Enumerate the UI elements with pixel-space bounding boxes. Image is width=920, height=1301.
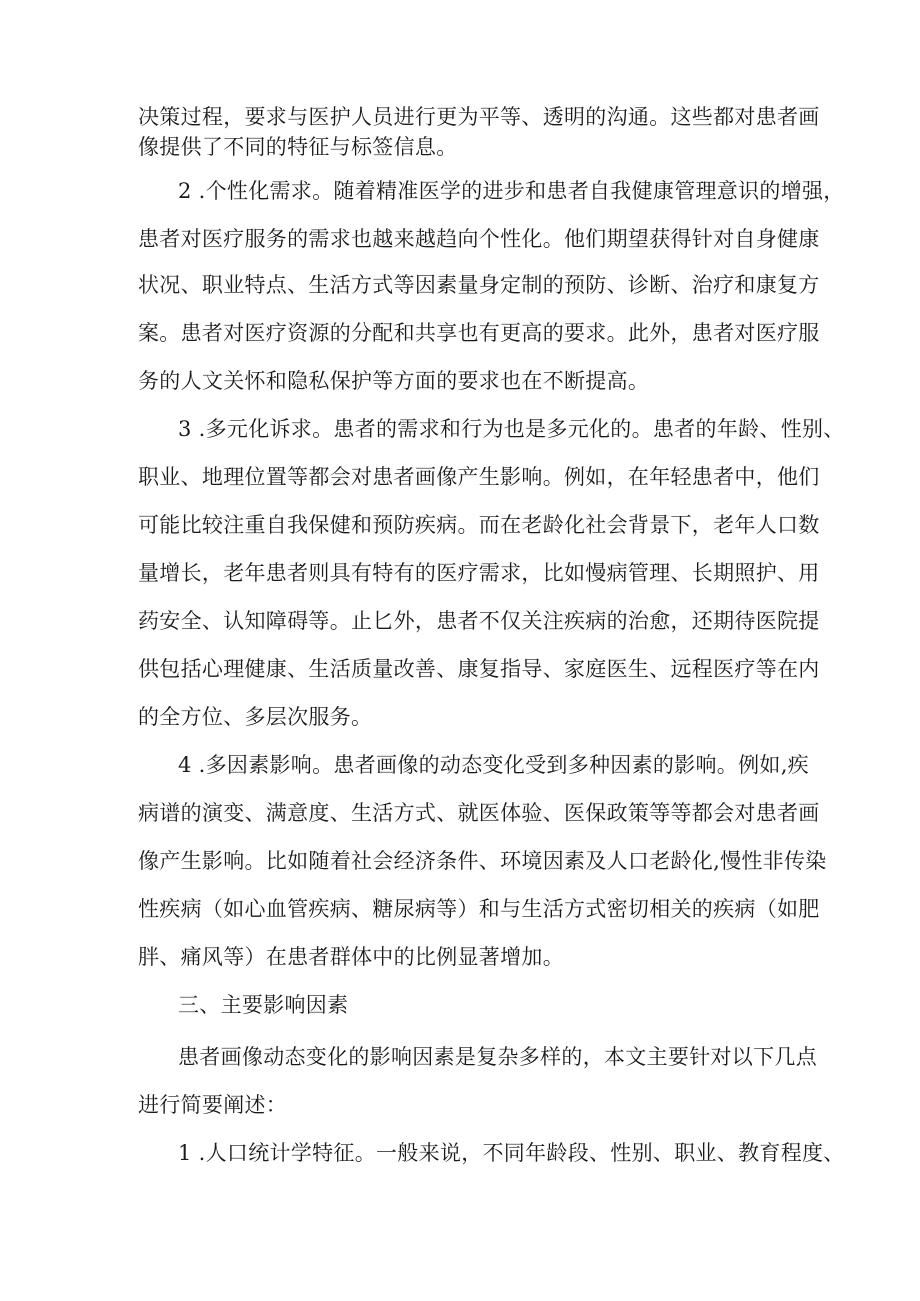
text-line: 3 .多元化诉求。患者的需求和行为也是多元化的。患者的年龄、性别、 [178, 417, 845, 441]
text-line: 职业、地理位置等都会对患者画像产生影响。例如，在年轻患者中，他们 [138, 465, 820, 489]
text-line: 药安全、认知障碍等。止匕外，患者不仅关注疾病的治愈，还期待医院提 [138, 609, 820, 633]
text-line: 决策过程，要求与医护人员进行更为平等、透明的沟通。这些都对患者画 [138, 105, 820, 129]
text-line: 务的人文关怀和隐私保护等方面的要求也在不断提高。 [138, 369, 650, 393]
text-line: 像产生影响。比如随着社会经济条件、环境因素及人口老龄化,慢性非传染 [138, 849, 827, 873]
section-heading: 三、主要影响因素 [178, 993, 349, 1017]
text-line: 患者画像动态变化的影响因素是复杂多样的，本文主要针对以下几点 [178, 1045, 817, 1069]
text-line: 胖、痛风等）在患者群体中的比例显著增加。 [138, 945, 564, 969]
text-line: 量增长，老年患者则具有特有的医疗需求，比如慢病管理、长期照护、用 [138, 561, 820, 585]
text-line: 可能比较注重自我保健和预防疾病。而在老龄化社会背景下，老年人口数 [138, 513, 820, 537]
text-line: 性疾病（如心血管疾病、糖尿病等）和与生活方式密切相关的疾病（如肥 [138, 897, 820, 921]
text-line: 案。患者对医疗资源的分配和共享也有更高的要求。此外，患者对医疗服 [138, 321, 820, 345]
text-line: 进行简要阐述： [138, 1093, 288, 1117]
text-line: 供包括心理健康、生活质量改善、康复指导、家庭医生、远程医疗等在内 [138, 657, 820, 681]
text-line: 患者对医疗服务的需求也越来越趋向个性化。他们期望获得针对自身健康 [138, 227, 820, 251]
text-line: 像提供了不同的特征与标签信息。 [138, 135, 458, 159]
text-line: 4 .多因素影响。患者画像的动态变化受到多种因素的影响。例如,疾 [178, 753, 809, 777]
text-line: 病谱的演变、满意度、生活方式、就医体验、医保政策等等都会对患者画 [138, 801, 820, 825]
text-line: 1 .人口统计学特征。一般来说，不同年龄段、性别、职业、教育程度、 [178, 1141, 845, 1165]
text-line: 状况、职业特点、生活方式等因素量身定制的预防、诊断、治疗和康复方 [138, 273, 820, 297]
text-line: 2 .个性化需求。随着精准医学的进步和患者自我健康管理意识的增强， [178, 179, 845, 203]
text-line: 的全方位、多层次服务。 [138, 705, 373, 729]
